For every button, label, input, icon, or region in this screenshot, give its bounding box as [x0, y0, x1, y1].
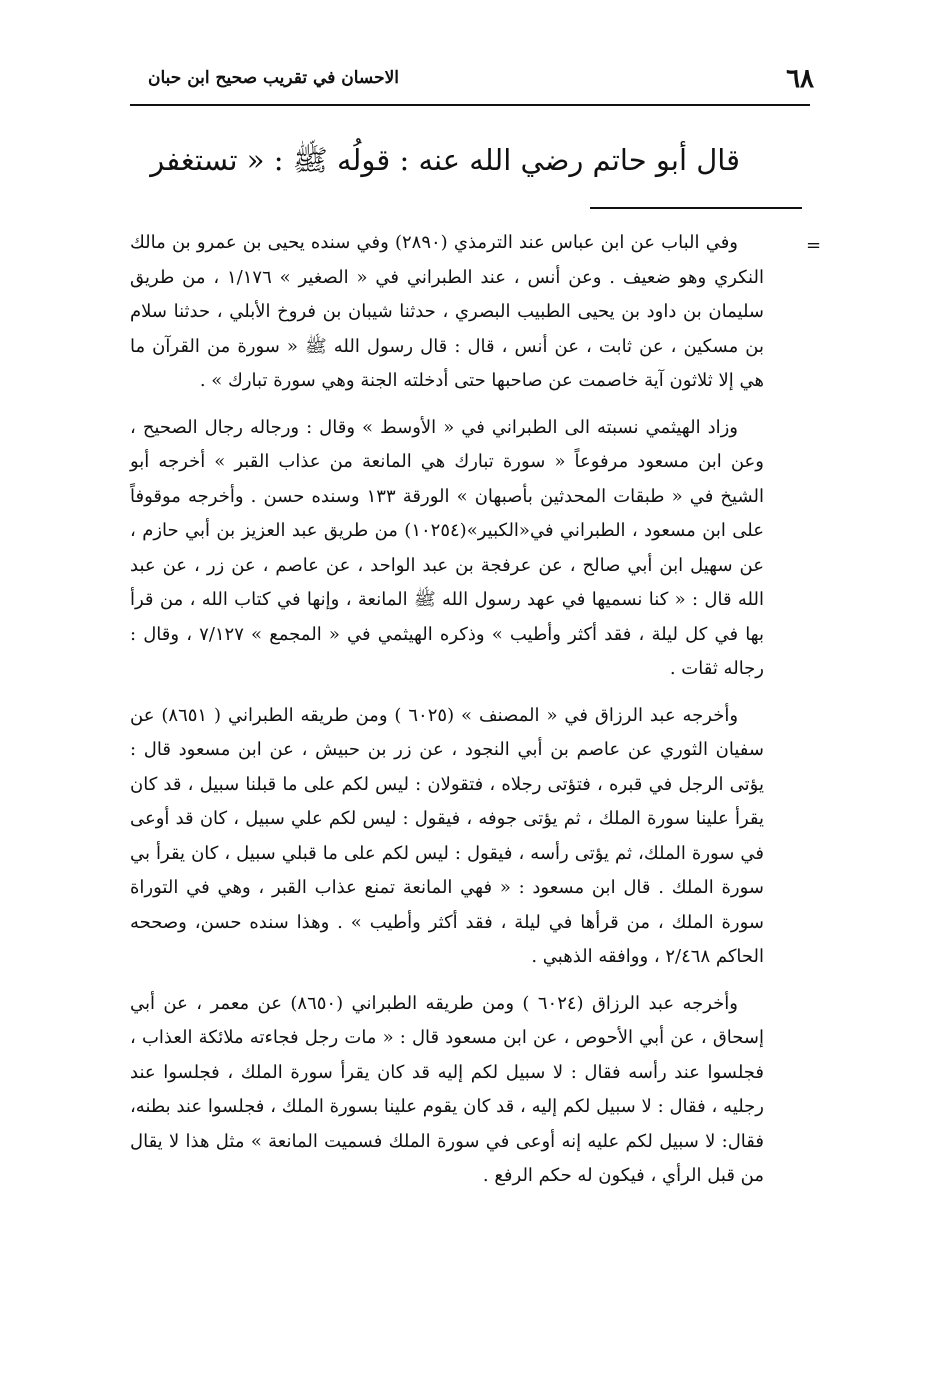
header-rule: [130, 104, 810, 106]
footnote-paragraph: وأخرجه عبد الرزاق (٦٠٢٤ ) ومن طريقه الطبراني (٨٦٥٠) عن معمر ، عن أبي إسحاق ، عن أبي الأحوص ، عن ابن مسعود قال : « مات رجل فجاءته ملائكة العذاب ، فجلسوا عند رأسه فقال : لا سبيل لكم إليه قد كان يقرأ سورة الملك ، فجلسوا عند رجليه ، فقال : لا سبيل لكم إليه ، قد كان يقوم علينا بسورة الملك ، فجلسوا عند بطنه، فقال: لا سبيل لكم عليه إنه أوعى في سورة الملك فسميت المانعة » مثل هذا لا يقال من قبل الرأي ، فيكون له حكم الرفع .: [130, 992, 764, 1186]
continuation-mark: =: [806, 235, 822, 256]
footnote-paragraph: وزاد الهيثمي نسبته الى الطبراني في « الأوسط » وقال : ورجاله رجال الصحيح ، وعن ابن مسعود مرفوعاً « سورة تبارك هي المانعة من عذاب القبر » أخرجه أبو الشيخ في « طبقات المحدثين بأصبهان » الورقة ١٣٣ وسنده حسن . وأخرجه موقوفاً على ابن مسعود ، الطبراني في«الكبير»(١٠٢٥٤) من طريق عبد العزيز بن أبي حازم ، عن سهيل ابن أبي صالح ، عن عرفجة بن عبد الواحد ، عن عاصم ، عن زر ، عن عبد الله قال : « كنا نسميها في عهد رسول الله ﷺ المانعة ، وإنها في كتاب الله ، من قرأ بها في كل ليلة ، فقد أكثر وأطيب » وذكره الهيثمي في « المجمع » ٧/١٢٧ ، وقال : رجاله ثقات .: [130, 416, 764, 679]
footnote-separator: [590, 207, 802, 209]
page-number: ٦٨: [786, 64, 814, 94]
running-title: الاحسان في تقريب صحيح ابن حبان: [148, 68, 399, 88]
footnotes-block: [130, 226, 764, 1206]
footnote-paragraph: وفي الباب عن ابن عباس عند الترمذي (٢٨٩٠) وفي سنده يحيى بن عمرو بن مالك النكري وهو ضعيف . وعن أنس ، عند الطبراني في « الصغير » ١/١٧٦ ، من طريق سليمان بن داود بن يحيى الطبيب البصري ، حدثنا شيبان بن فروخ الأبلي ، حدثنا سلام بن مسكين ، عن ثابت ، عن أنس ، قال : قال رسول الله ﷺ « سورة من القرآن ما هي إلا ثلاثون آية خاصمت عن صاحبها حتى أدخلته الجنة وهي سورة تبارك » .: [130, 232, 764, 391]
main-text-line: قال أبو حاتم رضي الله عنه : قولُه ﷺ : « تستغفر: [150, 143, 740, 177]
footnote-paragraph: وأخرجه عبد الرزاق في « المصنف » (٦٠٢٥ ) ومن طريقه الطبراني ( ٨٦٥١) عن سفيان الثوري عن عاصم بن أبي النجود ، عن زر بن حبيش ، عن ابن مسعود قال : يؤتى الرجل في قبره ، فتؤتى رجلاه ، فتقولان : ليس لكم على ما قبلنا سبيل ، قد كان يقرأ علينا سورة الملك ، ثم يؤتى جوفه ، فيقول : ليس لكم علي سبيل ، كان قد أوعى في سورة الملك، ثم يؤتى رأسه ، فيقول : ليس لكم على ما قبلي سبيل ، كان يقرأ بي سورة الملك . قال ابن مسعود : « فهي المانعة تمنع عذاب القبر ، وهي في التوراة سورة الملك ، من قرأها في ليلة ، فقد أكثر وأطيب » . وهذا سنده حسن، وصححه الحاكم ٢/٤٦٨ ، ووافقه الذهبي .: [130, 704, 765, 967]
